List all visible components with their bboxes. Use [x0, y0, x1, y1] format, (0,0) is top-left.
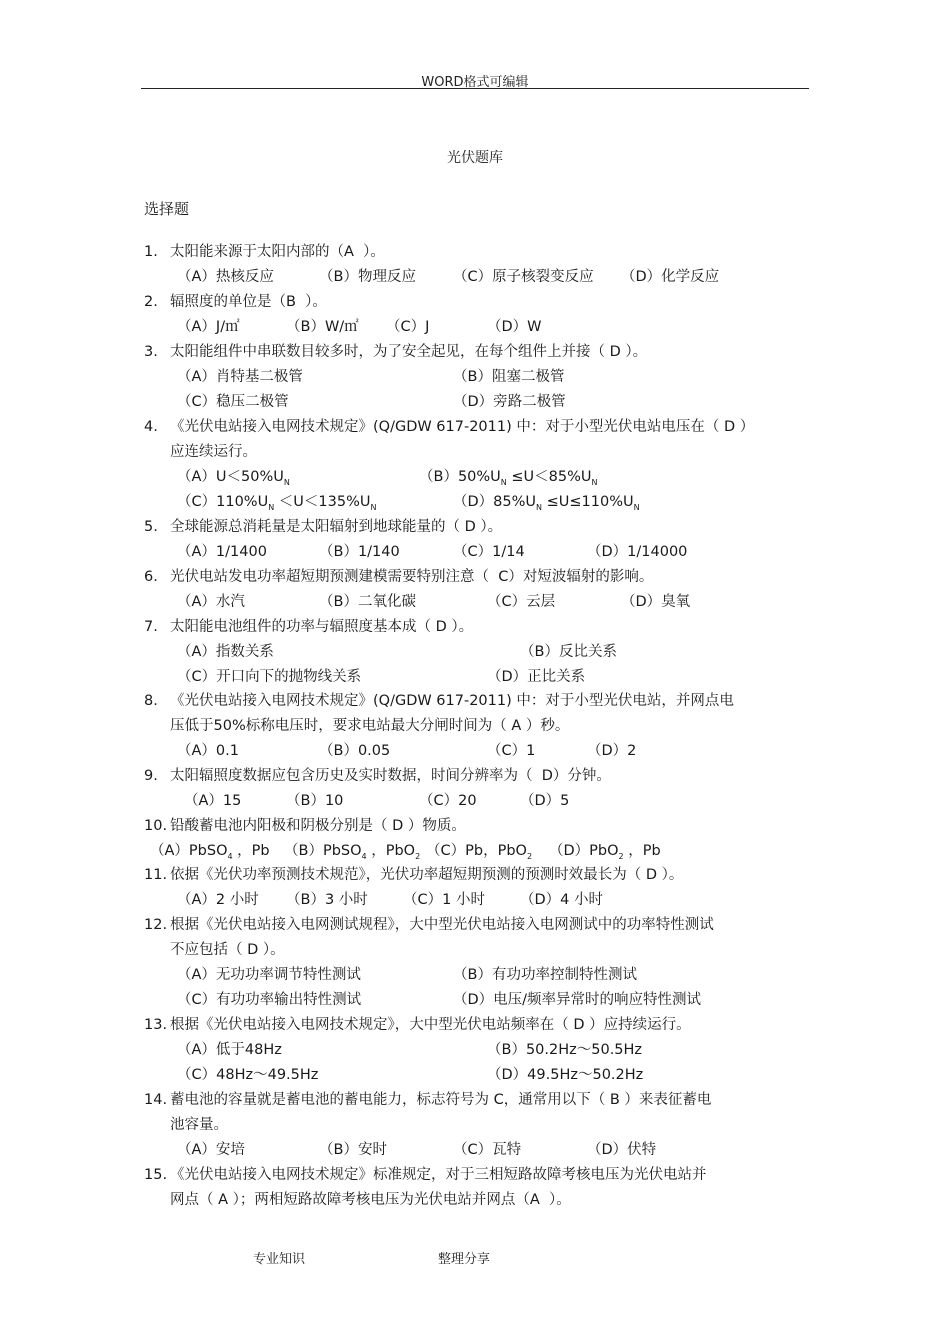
- answer-option: （D）化学反应: [621, 269, 720, 285]
- answer-option: $(D)85\%U_N \le U\le 110\%U_N$: [453, 494, 640, 512]
- question-text: 根据《光伏电站接入电网测试规程》，大中型光伏电站接入电网测试中的功率特性测试: [170, 917, 714, 933]
- answer-option: （C）1/14: [453, 544, 525, 560]
- answer-option: （B）50.2Hz～50.5Hz: [487, 1042, 643, 1058]
- subscript: N: [268, 503, 275, 512]
- footer-left: 专业知识: [253, 1252, 306, 1267]
- question-text: 《光伏电站接入电网技术规定》(Q/GDW 617-2011) 中：对于小型光伏电站电压在（ D ）: [170, 419, 755, 435]
- answer-option: （D）1/14000: [587, 544, 688, 560]
- subscript: N: [370, 503, 377, 512]
- answer-option: （A）0.1: [177, 743, 239, 759]
- question-number: 7.: [144, 619, 158, 635]
- header-text: WORD格式可编辑: [421, 75, 529, 90]
- question-text: 《光伏电站接入电网技术规定》标准规定，对于三相短路故障考核电压为光伏电站并: [170, 1167, 707, 1183]
- question-number: 5.: [144, 519, 158, 535]
- question-text: 全球能源总消耗量是太阳辐射到地球能量的（ D ）。: [170, 519, 503, 535]
- subscript: N: [500, 478, 507, 487]
- question-text: 太阳能来源于太阳内部的（A ）。: [170, 244, 385, 260]
- question-text: 压低于50%标称电压时，要求电站最大分闸时间为（ A ）秒。: [170, 718, 570, 734]
- question-number: 6.: [144, 569, 158, 585]
- question-text: 根据《光伏电站接入电网技术规定》，大中型光伏电站频率在（ D ）应持续运行。: [170, 1017, 691, 1033]
- header-rule: [141, 88, 809, 89]
- question-number: 15.: [144, 1167, 168, 1183]
- question-number: 12.: [144, 917, 168, 933]
- question-text: 应连续运行。: [170, 444, 257, 460]
- question-text: 光伏电站发电功率超短期预测建模需要特别注意（ C）对短波辐射的影响。: [170, 569, 654, 585]
- answer-option: （C）瓦特: [453, 1142, 522, 1158]
- answer-option: $(A)U<50\%U_N$: [177, 469, 290, 487]
- answer-option: （B）1/140: [319, 544, 400, 560]
- answer-option: （B）PbSO$_4$ ，PbO$_2$: [284, 843, 421, 861]
- answer-option: （A）安培: [177, 1142, 245, 1158]
- answer-option: （B）安时: [319, 1142, 387, 1158]
- answer-option: （D）2: [587, 743, 637, 759]
- question-text: 依据《光伏功率预测技术规范》，光伏功率超短期预测的预测时效最长为（ D ）。: [170, 867, 684, 883]
- answer-option: （A）水汽: [177, 594, 245, 610]
- question-number: 9.: [144, 768, 158, 784]
- subscript: N: [591, 478, 598, 487]
- answer-option: （D）5: [520, 793, 570, 809]
- answer-option: （A）1/1400: [177, 544, 267, 560]
- answer-option: （B）W/㎡: [286, 319, 359, 335]
- answer-option: （D）PbO$_2$ ，Pb: [549, 843, 661, 861]
- question-text: 太阳能组件中串联数目较多时，为了安全起见，在每个组件上并接（ D ）。: [170, 344, 648, 360]
- subscript: N: [536, 503, 542, 512]
- answer-option: （C）稳压二极管: [177, 394, 289, 410]
- answer-option: （A）指数关系: [177, 644, 274, 660]
- answer-option: （A）热核反应: [177, 269, 274, 285]
- question-text: 辐照度的单位是（B ）。: [170, 294, 327, 310]
- doc-title: 光伏题库: [447, 150, 503, 166]
- answer-option: （A）15: [184, 793, 242, 809]
- question-text: 池容量。: [170, 1117, 228, 1133]
- question-number: 2.: [144, 294, 158, 310]
- answer-option: （B）有功功率控制特性测试: [453, 967, 637, 983]
- question-number: 13.: [144, 1017, 168, 1033]
- answer-option: （C）云层: [487, 594, 556, 610]
- answer-option: （C）1 小时: [403, 892, 485, 908]
- answer-option: （D）伏特: [587, 1142, 657, 1158]
- question-number: 1.: [144, 244, 158, 260]
- answer-option: （C）原子核裂变反应: [453, 269, 594, 285]
- answer-option: （C）1: [487, 743, 536, 759]
- answer-option: （D）臭氧: [621, 594, 691, 610]
- subscript: 4: [227, 852, 233, 861]
- answer-option: （B）物理反应: [319, 269, 416, 285]
- question-number: 10.: [144, 818, 168, 834]
- question-text: 《光伏电站接入电网技术规定》(Q/GDW 617-2011) 中：对于小型光伏电站，并网点电: [170, 693, 734, 709]
- answer-option: （B）反比关系: [520, 644, 617, 660]
- subscript: 2: [415, 852, 421, 861]
- question-number: 14.: [144, 1092, 168, 1108]
- answer-option: （A）肖特基二极管: [177, 369, 303, 385]
- question-text: 网点（ A ）；两相短路故障考核电压为光伏电站并网点（A ）。: [170, 1192, 571, 1208]
- answer-option: （D）4 小时: [520, 892, 603, 908]
- answer-option: （B）3 小时: [286, 892, 368, 908]
- question-text: 太阳辐照度数据应包含历史及实时数据，时间分辨率为（ D）分钟。: [170, 768, 611, 784]
- answer-option: （D）旁路二极管: [453, 394, 566, 410]
- answer-option: （C）20: [419, 793, 477, 809]
- subscript: 4: [361, 852, 367, 861]
- footer-right: 整理分享: [438, 1252, 491, 1267]
- question-number: 11.: [144, 867, 168, 883]
- answer-option: （A）无功功率调节特性测试: [177, 967, 361, 983]
- question-text: 太阳能电池组件的功率与辐照度基本成（ D ）。: [170, 619, 474, 635]
- question-number: 4.: [144, 419, 158, 435]
- answer-option: （D）49.5Hz～50.2Hz: [487, 1067, 644, 1083]
- subscript: N: [283, 478, 290, 487]
- answer-option: （B）阻塞二极管: [453, 369, 565, 385]
- answer-option: （C）开口向下的抛物线关系: [177, 669, 362, 685]
- subscript: 2: [618, 852, 624, 861]
- answer-option: （C）Pb，PbO$_2$: [426, 843, 533, 861]
- answer-option: （B）0.05: [319, 743, 391, 759]
- answer-option: （A）J/㎡: [177, 319, 240, 335]
- answer-option: $(B)50\%U_N \le U<85\%U_N$: [419, 469, 598, 487]
- answer-option: （A）2 小时: [177, 892, 259, 908]
- subscript: N: [633, 503, 640, 512]
- question-text: 不应包括（ D ）。: [170, 942, 285, 958]
- question-number: 8.: [144, 693, 158, 709]
- answer-option: （D）电压/频率异常时的响应特性测试: [453, 992, 702, 1008]
- answer-option: （C）48Hz～49.5Hz: [177, 1067, 319, 1083]
- answer-option: （D）正比关系: [487, 669, 586, 685]
- question-number: 3.: [144, 344, 158, 360]
- subscript: 2: [526, 852, 533, 861]
- answer-option: （D）W: [487, 319, 542, 335]
- answer-option: $(C)110\%U_N <U<135\%U_N$: [177, 494, 377, 512]
- question-text: 铅酸蓄电池内阳极和阴极分别是（ D ）物质。: [170, 818, 466, 834]
- question-text: 蓄电池的容量就是蓄电池的蓄电能力，标志符号为 C，通常用以下（ B ）来表征蓄电: [170, 1092, 712, 1108]
- answer-option: （B）二氧化碳: [319, 594, 416, 610]
- answer-option: （A）低于48Hz: [177, 1042, 282, 1058]
- answer-option: （B）10: [286, 793, 344, 809]
- section-heading: 选择题: [144, 200, 190, 218]
- answer-option: （C）有功功率输出特性测试: [177, 992, 362, 1008]
- answer-option: （A）PbSO$_4$ ，Pb: [150, 843, 270, 861]
- answer-option: （C）J: [386, 319, 430, 335]
